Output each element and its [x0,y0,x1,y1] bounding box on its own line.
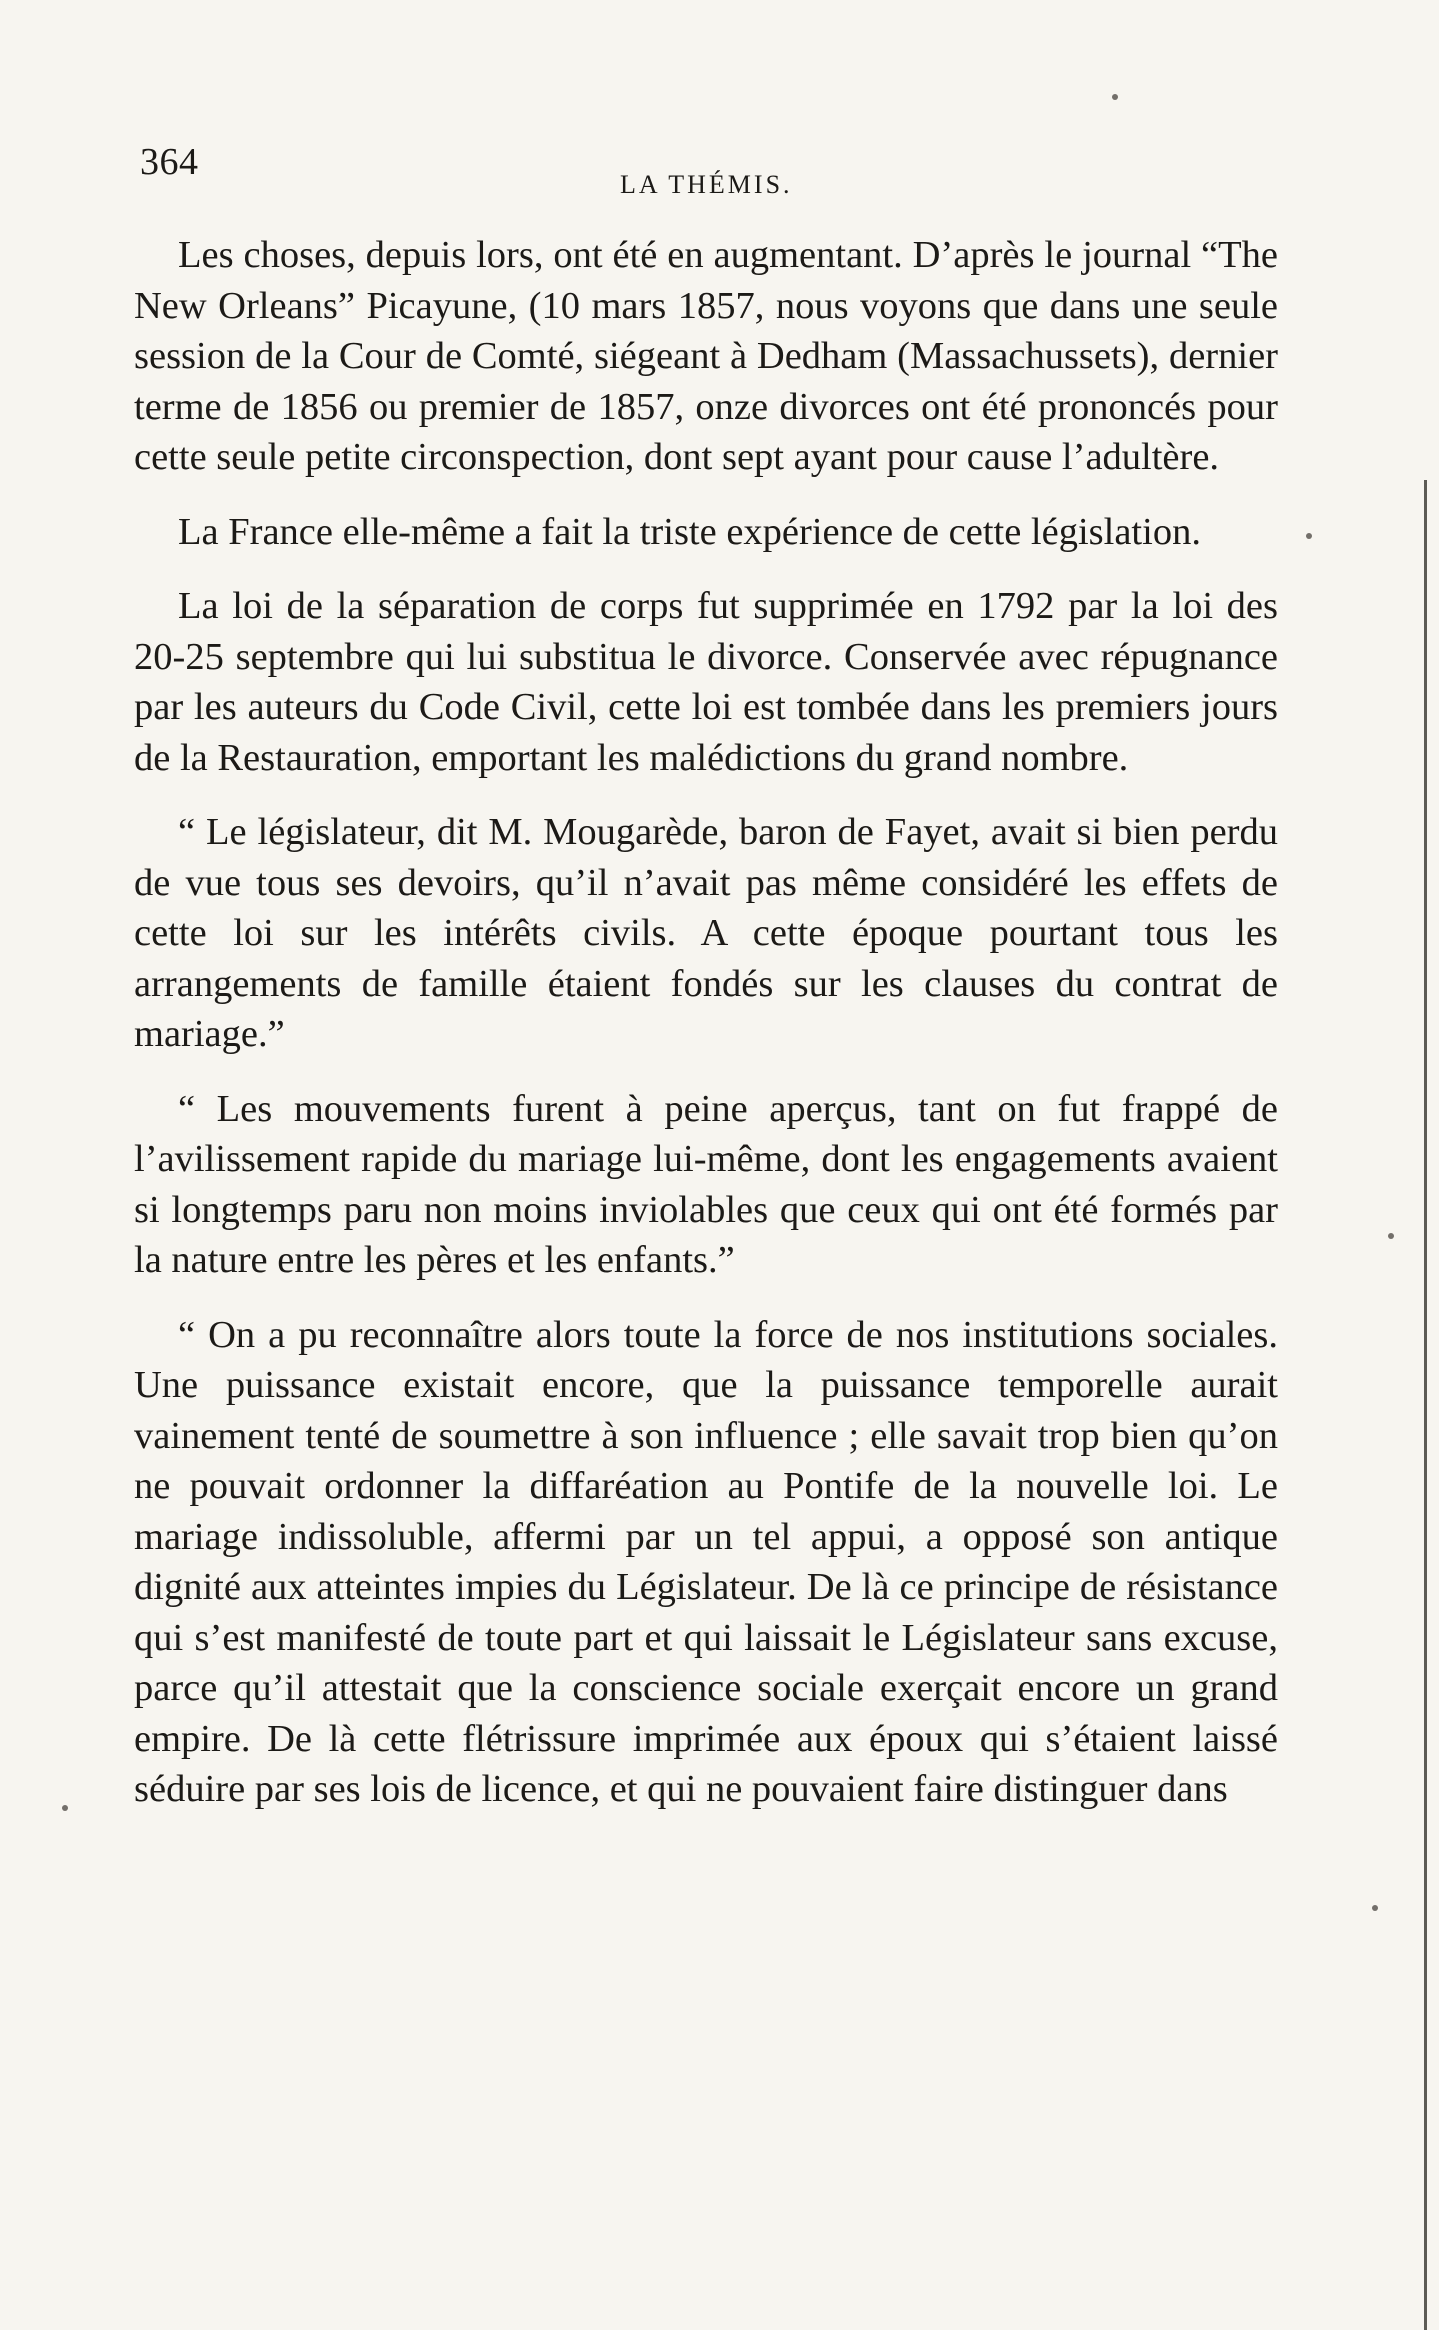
paper-speck [1388,1233,1394,1239]
paragraph: Les choses, depuis lors, ont été en augmentant. D’après le journal “The New Orleans” Picayune, (10 mars 1857, nous voyons que dans une seule session de la Cour de Comté, siégeant à Dedham (Massachussets), dernier terme de 1856 ou premier de 1857, onze divorces ont été prononcés pour cette seule petite circonspection, dont sept ayant pour cause l’adultère. [134,234,1278,478]
paper-speck [1306,533,1312,539]
paragraph: “ Les mouvements furent à peine aperçus, tant on fut frappé de l’avilissement rapide du mariage lui-même, dont les engagements avaient si longtemps paru non moins inviolables que ceux qui ont été formés par la nature entre les pères et les enfants.” [134,1087,1278,1281]
running-head: LA THÉMIS. [620,170,793,199]
page-header [140,140,1280,200]
paper-speck [1372,1905,1378,1911]
paragraph: “ Le législateur, dit M. Mougarède, baron de Fayet, avait si bien perdu de vue tous ses devoirs, qu’il n’avait pas même considéré les effets de cette loi sur les intérêts civils. A cette époque pourtant tous les arrangements de famille étaient fondés sur les clauses du contrat de mariage.” [134,811,1278,1055]
paper-speck [62,1805,68,1811]
body-text [134,230,1278,1815]
paper-speck [1112,94,1118,100]
paragraph: La loi de la séparation de corps fut supprimée en 1792 par la loi des 20-25 septembre qui lui substitua le divorce. Conservée avec répugnance par les auteurs du Code Civil, cette loi est tombée dans les premiers jours de la Restauration, emportant les malédictions du grand nombre. [134,585,1278,779]
paragraph: “ On a pu reconnaître alors toute la force de nos institutions sociales. Une puissance existait encore, que la puissance temporelle aurait vainement tenté de soumettre à son influence ; elle savait trop bien qu’on ne pouvait ordonner la diffaréation au Pontife de la nouvelle loi. Le mariage indissoluble, affermi par un tel appui, a opposé son antique dignité aux atteintes impies du Législateur. De là ce principe de résistance qui s’est manifesté de toute part et qui laissait le Législateur sans excuse, parce qu’il attestait que la conscience sociale exerçait encore un grand empire. De là cette flétrissure imprimée aux époux qui s’étaient laissé séduire par ses lois de licence, et qui ne pouvaient faire distinguer dans [134,1313,1278,1810]
paragraph: La France elle-même a fait la triste expérience de cette législation. [178,510,1201,553]
page-edge-rule [1424,480,1427,2330]
page-number: 364 [140,141,199,183]
